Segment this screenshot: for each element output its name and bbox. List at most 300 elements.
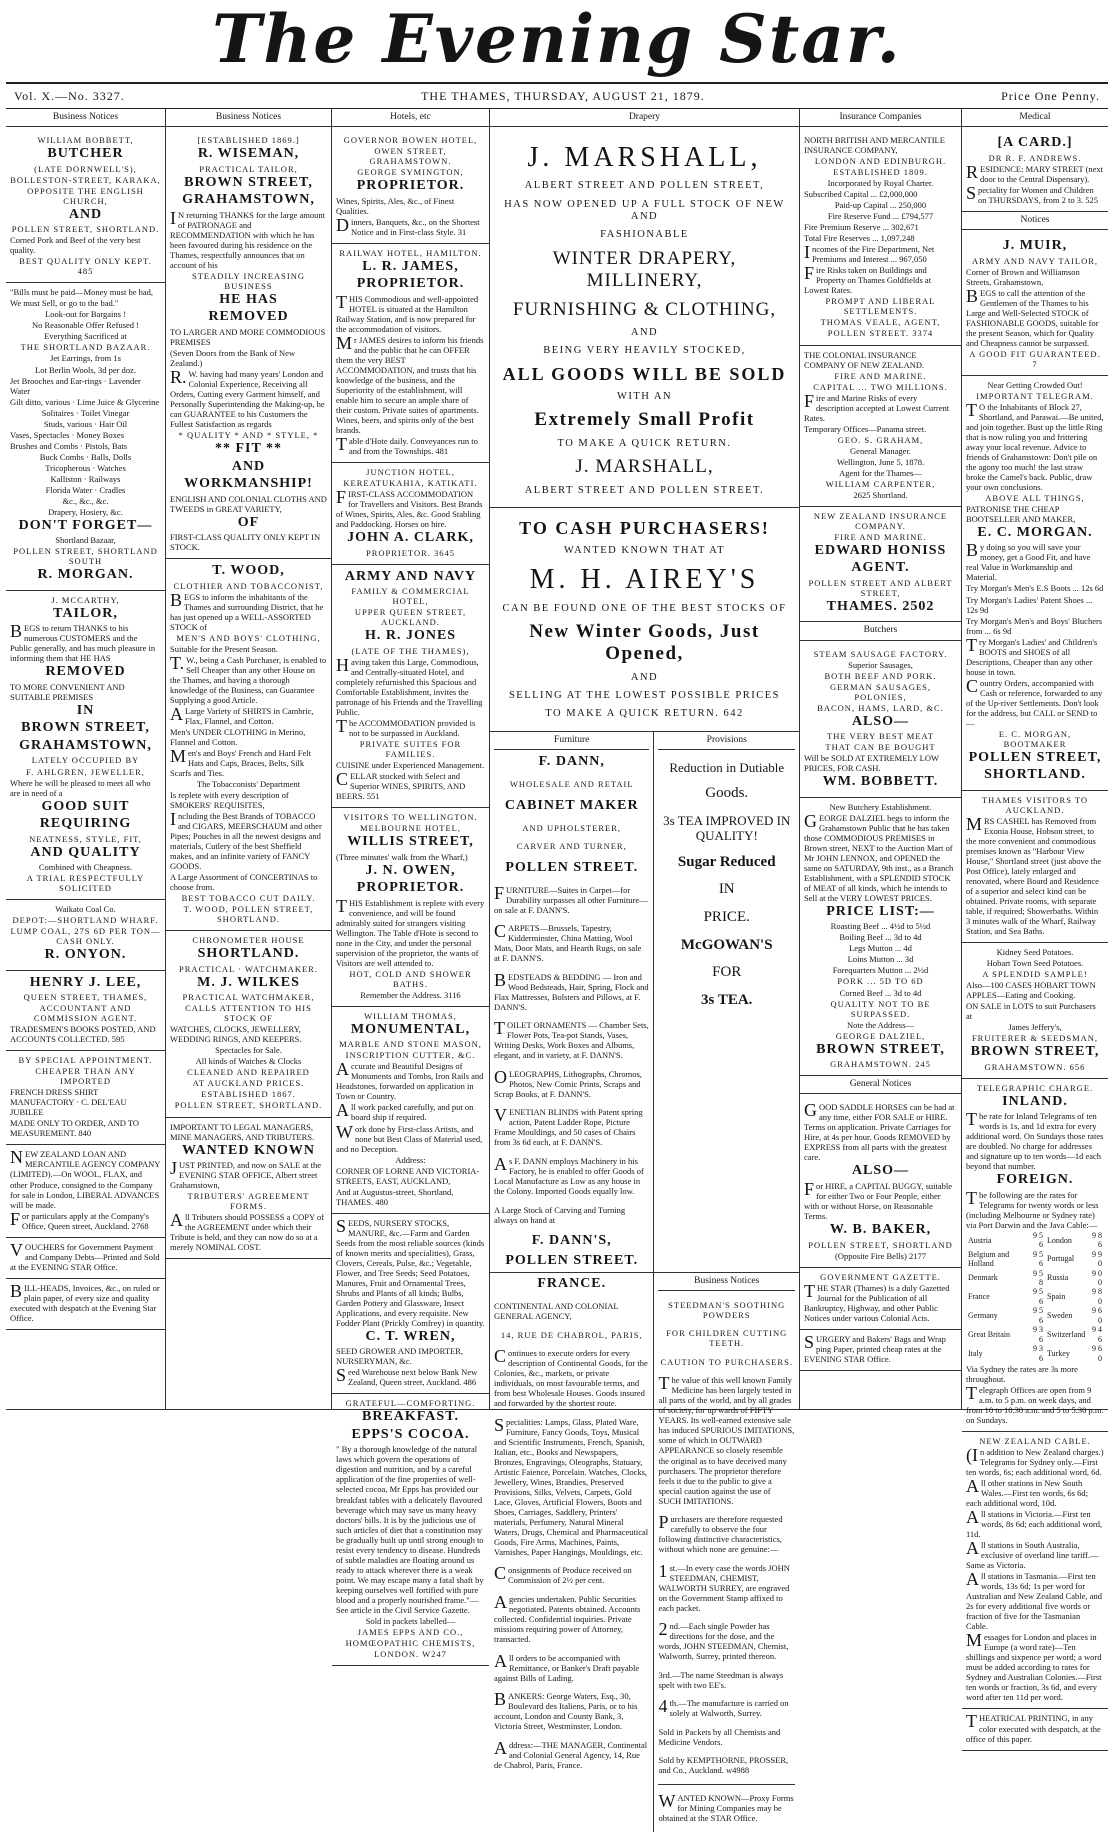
advert-line: GOVERNOR BOWEN HOTEL,	[343, 135, 478, 146]
advert-line: HENRY J. LEE,	[29, 974, 142, 990]
advert-line: TO LARGER AND MORE COMMODIOUS PREMISES	[170, 326, 326, 347]
advert-line: FIRST-CLASS ACCOMMODATION for Travellers and Visitors. Best Brands of Wines, Spirits, Ales, &c. Good Stabling and Paddocking. Horses on hire.	[336, 487, 483, 530]
advert-line: "Bills must be paid—Money must be had,	[10, 287, 154, 298]
advert-line: Also—100 CASES HOBART TOWN APPLES—Eating and Cooking.	[966, 980, 1096, 1001]
table-cell: Italy	[968, 1348, 983, 1358]
advertisement	[6, 900, 165, 971]
advert-line: For HIRE, a CAPITAL BUGGY, suitable for either Two or Four People, either with or without Horse, on Reasonable Terms.	[804, 1178, 953, 1221]
advert-line: OPPOSITE THE ENGLISH CHURCH,	[27, 185, 144, 206]
advert-line: GRAHAMSTOWN. 245	[830, 1059, 931, 1070]
advert-line: BROWN STREET,	[21, 720, 150, 736]
advert-line: " By a thorough knowledge of the natural laws which govern the operations of digestion and nutrition, and by a careful application of the fine properties of well-selected cocoa, Mr Epps has provided our breakfast tables with a delicately flavoured beverage which may save us many heavy doctors' bills. It is by the judicious use of such articles of diet that a constitution may be gradually built up until strong enough to resist every tendency to disease. Hundreds of subtle maladies are floating around us ready to attack wherever there is a weak point. We may escape many a fatal shaft by keeping ourselves well fortified with pure blood and a properly nourished frame."—See article in the Civil Service Gazette.	[336, 1444, 484, 1615]
advert-line: Where he will be pleased to meet all who are in need of a	[10, 777, 151, 798]
advert-line: THE SHORTLAND BAZAAR.	[20, 342, 151, 353]
advert-line: NEATNESS, STYLE, FIT,	[29, 833, 142, 844]
advert-line: TAILOR,	[53, 605, 118, 621]
advert-line: DON'T FORGET—	[18, 517, 153, 533]
advert-line: MRS CASHEL has Removed from Exonia House, Hobson street, to the more convenient and commodious premises known as "Harbour View House," Shortland street (just above the Post Office), lately enlarged and renovated, where Board and Residence of a superior and select kind can be obtained. Private rooms, with separate table, if required; Showerbaths. Within 3 minutes walk of the Wharf, Railway Station, and Sea Baths.	[966, 813, 1102, 936]
table-cell: 9 5 6	[1033, 1306, 1044, 1325]
advert-line: REMOVED	[208, 309, 289, 325]
table-cell: 9 4 6	[1092, 1325, 1102, 1344]
advert-line: CONTINENTAL AND COLONIAL GENERAL AGENCY,	[494, 1301, 619, 1322]
advert-line: Spectacles for Sale.	[215, 1045, 282, 1056]
advert-line: INSCRIPTION CUTTER, &C.	[345, 1050, 476, 1061]
advertisement	[166, 1118, 331, 1260]
advert-line: POLLEN STREET.	[505, 859, 639, 875]
advert-line: 3s TEA IMPROVED IN QUALITY!	[663, 813, 791, 844]
advert-line: VISITORS TO WELLINGTON.	[343, 812, 478, 823]
advert-line: LONDON. W247	[374, 1648, 447, 1659]
advert-line: NEW ZEALAND CABLE.	[979, 1436, 1091, 1447]
advert-line: All orders to be accompanied with Remittance, or Banker's Draft payable against Bills of Lading.	[494, 1650, 640, 1683]
advert-line: PROPRIETOR.	[356, 276, 465, 292]
advert-line: ** FIT **	[214, 441, 283, 457]
advert-line: Reduction in Dutiable	[669, 760, 785, 776]
advert-line: Dinners, Banquets, &c., on the Shortest Notice and in First-class Style. 31	[336, 214, 480, 237]
advert-line: THIS Commodious and well-appointed HOTEL is situated at the Hamilton Railway Station, and is now prepared for the accommodation of visitors.	[336, 291, 479, 334]
advert-line: AND	[231, 458, 266, 474]
advert-line: PRICE.	[703, 909, 750, 926]
advert-line: Note the Address—	[846, 1019, 915, 1030]
table-cell: London	[1047, 1235, 1072, 1245]
advert-line: MADE ONLY TO ORDER, AND TO MEASUREMENT. 840	[10, 1118, 140, 1139]
issue-date: THE THAMES, THURSDAY, AUGUST 21, 1879.	[421, 88, 705, 103]
advert-line: GOOD SUIT	[41, 798, 130, 814]
advert-line: POLLEN STREET, SHORTLAND.	[174, 1100, 323, 1111]
advert-line: Boiling Beef ... 3d to 4d	[839, 932, 922, 943]
advert-line: THAMES. 2502	[826, 598, 935, 614]
table-cell: 9 8 0	[1092, 1287, 1102, 1306]
advert-line: CHRONOMETER HOUSE	[192, 935, 305, 946]
advert-line: BROWN STREET,	[970, 1044, 1100, 1060]
advert-line: New Butchery Establishment.	[829, 801, 932, 812]
advertisement	[800, 346, 961, 507]
advert-line: SELLING AT THE LOWEST POSSIBLE PRICES	[508, 690, 781, 702]
advert-line: HOMŒOPATHIC CHEMISTS,	[345, 1637, 476, 1648]
table-cell: 9 9 0	[1092, 1249, 1102, 1269]
advert-line: IMPORTANT TO LEGAL MANAGERS, MINE MANAGERS, AND TRIBUTERS.	[170, 1121, 315, 1142]
advert-line: All work packed carefully, and put on board ship if required.	[336, 1100, 474, 1123]
advert-line: Men's and Boys' French and Hard Felt Hats and Caps, Braces, Belts, Silk Scarfs and Ties.	[170, 746, 311, 779]
advert-line: MELBOURNE HOTEL,	[360, 823, 461, 834]
advert-line: GEORGE DALZIEL begs to inform the Grahamstown Public that he has taken those COMMODIOUS PREMISES in Brown street, NEXT to the Auction Mart of Mr JOHN LENNOX, and OPENED the same on SATURDAY, 9th inst., as a Branch Establishment, with a SPLENDID STOCK of MEAT of all kinds, which he intends to Sell at the VERY LOWEST PRICES.	[804, 810, 954, 903]
advert-line: All stations in South Australia, exclusive of overland line tariff.—Same as Victoria.	[966, 1538, 1099, 1571]
advert-line: All other stations in New South Wales.—First ten words, 6s 6d; each additional word, 10d.	[966, 1476, 1088, 1509]
advert-line: Is replete with every description of SMOKERS' REQUISITES,	[170, 790, 289, 811]
advertisement	[6, 131, 165, 283]
advert-line: Near Getting Crowded Out!	[987, 379, 1083, 390]
advert-line: New Winter Goods, Just Opened,	[529, 620, 760, 665]
advert-line: CLOTHIER AND TOBACCONIST,	[173, 580, 324, 591]
telegraph-rates-table	[966, 1231, 1104, 1363]
advert-line: Agencies undertaken. Public Securities negotiated. Patents obtained. Accounts collected. Confidential inquiries. Private missions requiring power of Attorney, transacted.	[494, 1592, 641, 1645]
advert-line: C. T. WREN,	[365, 1328, 456, 1344]
advert-line: GRATEFUL—COMFORTING.	[345, 1398, 476, 1409]
advert-line: BEDSTEADS & BEDDING — Iron and Wood Bedsteads, Hair, Spring, Flock and Flax Mattresses, Bolsters and Pillows, at F. DANN'S.	[494, 969, 649, 1012]
advert-line: CELLAR stocked with Select and Superior WINES, SPIRITS, AND BEERS. 551	[336, 769, 466, 802]
advert-line: THE VERY BEST MEAT	[827, 731, 934, 742]
advert-line: IMPORTANT TELEGRAM.	[976, 390, 1094, 401]
table-cell: 9 8 6	[1092, 1230, 1102, 1250]
advert-line: ALarge Variety of SHIRTS in Cambric, Flax, Flannel, and Cotton.	[170, 703, 314, 726]
advert-line: Florida Water · Cradles	[45, 484, 126, 495]
advert-line: A Large Stock of Carving and Turning always on hand at	[494, 1204, 626, 1225]
advert-line: THAMES VISITORS TO AUCKLAND.	[981, 794, 1089, 815]
table-cell: Germany	[968, 1311, 998, 1321]
advert-line: Buck Combs · Balls, Dolls	[39, 451, 132, 462]
advert-line: Total Fire Reserves ... 1,097,248	[804, 233, 915, 244]
advertisement	[6, 1145, 165, 1237]
advert-line: Mr JAMES desires to inform his friends and the public that he can OFFER them the very BEST ACCOMMODATION, and trusts that his knowledge of the business, and the Superiority of the establishment, will enable him to secure an ample share of their custom. Private suites of apartments. Wines, beers, and spirits only of the best brands.	[336, 332, 484, 436]
advert-line: REQUIRING	[39, 816, 132, 832]
advert-line: LATELY OCCUPIED BY	[31, 755, 140, 766]
section-header: Business Notices	[658, 1273, 795, 1291]
table-cell: 9 5 6	[1033, 1249, 1044, 1269]
advert-line: THOMAS VEALE, AGENT,	[820, 317, 941, 328]
advert-line: Including the Best Brands of TOBACCO and CIGARS, MEERSCHAUM and other Pipes; Pouches in all the newest designs and materials, Cutlery of the best Sheffield makes, and an infinite variety of FANCY GOODS.	[170, 809, 322, 872]
advert-line: Incomes of the Fire Department, Net Premiums and Interest ... 967,050	[804, 242, 935, 265]
advert-line: W. B. BAKER,	[829, 1221, 932, 1237]
advert-line: IN	[718, 881, 735, 898]
advert-line: Brushes and Combs · Pistols, Bats	[10, 440, 128, 451]
dateline	[6, 82, 1108, 109]
advert-line: PROPRIETOR. 3645	[365, 547, 456, 558]
advert-line: BOTH BEEF AND PORK.	[824, 670, 937, 681]
section-header: Notices	[962, 212, 1108, 230]
advert-line: POLLEN STREET.	[505, 1252, 639, 1268]
advert-line: * QUALITY * AND * STYLE, *	[178, 430, 319, 441]
advert-line: BROWN STREET,	[816, 1041, 945, 1057]
advert-line: BILL-HEADS, Invoices, &c., on ruled or plain paper, of every size and quality executed with despatch at the Evening Star Office.	[10, 1280, 160, 1323]
advert-line: For particulars apply at the Company's Office, Queen street, Auckland. 2768	[10, 1208, 149, 1231]
advert-line: TRADESMEN'S BOOKS POSTED, AND ACCOUNTS COLLECTED. 595	[10, 1024, 156, 1045]
advert-line: TRIBUTERS' AGREEMENT FORMS.	[187, 1191, 310, 1212]
table-cell: Portugal	[1047, 1254, 1075, 1264]
advert-line: WANTED KNOWN	[182, 1142, 315, 1158]
advert-line: TELEGRAPHIC CHARGE.	[976, 1082, 1094, 1093]
advertisement	[800, 1268, 961, 1330]
advert-line: The ACCOMMODATION provided is not to be surpassed in Auckland.	[336, 715, 476, 738]
advert-line: E. C. MORGAN.	[977, 524, 1093, 540]
table-cell: 9 0 0	[1092, 1268, 1102, 1288]
advert-line: We must Sell, or go to the bad."	[10, 298, 119, 309]
table-row	[966, 1269, 1104, 1288]
advert-line: 2nd.—Each single Powder has directions for the dose, and the words, JOHN STEEDMAN, Chemist, Walworth, Surrey, printed thereon.	[658, 1619, 789, 1662]
advert-line: Speciality for Women and Children on THURSDAYS, from 2 to 3. 525	[966, 182, 1098, 205]
advert-line: BY SPECIAL APPOINTMENT.	[18, 1055, 153, 1066]
advertisement	[332, 565, 489, 808]
advert-line: IN returning THANKS for the large amount of PATRONAGE and RECOMMENDATION with which he has been favoured during his residence on the Thames, respectfully announces that on account of his	[170, 207, 325, 270]
advert-line: FRUITERER & SEEDSMAN,	[971, 1033, 1099, 1044]
advert-line: WM. BOBBETT.	[822, 774, 939, 790]
advert-line: Continues to execute orders for every description of Continental Goods, for the Colonies, &c., markets, or private individuals, on most favourable terms, and from best Wholesale Houses. Goods insured and forwarded by the shortest route.	[494, 1346, 648, 1409]
advert-line: POLLEN STREET, SHORTLAND SOUTH	[13, 546, 158, 567]
table-cell: 9 5 6	[1033, 1287, 1044, 1306]
table-row	[966, 1231, 1104, 1250]
advert-line: J. MCCARTHY,	[51, 594, 120, 605]
advert-line: OLEOGRAPHS, Lithographs, Chromos, Photos, New Comic Prints, Scraps and Scrap Books, at F. DANN'S.	[494, 1066, 642, 1099]
advert-line: PRACTICAL WATCHMAKER,	[182, 992, 315, 1003]
advert-line: Men's UNDER CLOTHING in Merino, Flannel and Cotton.	[170, 726, 306, 747]
advert-line: Extremely Small Profit	[534, 409, 755, 431]
advert-line: ENGLISH AND COLONIAL CLOTHS AND TWEEDS in GREAT VARIETY,	[170, 493, 327, 514]
advert-line: POLLEN STREET, SHORTLAND.	[11, 224, 160, 235]
advert-line: Try Morgan's Men's and Boys' Bluchers from ... 6s 9d	[966, 615, 1103, 636]
advert-line: AT AUCKLAND PRICES.	[192, 1078, 305, 1089]
advert-line: Specialities: Lamps, Glass, Plated Ware, Furniture, Fancy Goods, Toys, Musical and Scientific Instruments, French, Spanish, Italian, etc., Books and Newspapers, Bronzes, Engravings, Oleographs, Statuary, Artistic Faience, Porcelain. Watches, Clocks, Jewellery, Wines, Brandies, Preserved Provisions, Silks, Velvets, Carpets, Gold Lace, Gloves, Artificial Flowers, Boots and Shoes, Carriages, Saddlery, Printers' materials, Perfumery, Natural Mineral Waters, Drugs, Chemical and Pharmaceutical Goods, Fire Arms, Machines, Paints, Varnishes, Paper Hangings, Mouldings, etc.	[494, 1414, 649, 1557]
advert-line: Paid-up Capital ... 250,000	[834, 200, 927, 211]
advert-line: Jet Brooches and Ear-rings · Lavender Water	[10, 375, 141, 396]
advert-line: QUEEN STREET, THAMES,	[23, 992, 148, 1003]
advert-line: INLAND.	[1002, 1093, 1068, 1109]
table-cell: Denmark	[968, 1273, 998, 1283]
advert-line: AND UPHOLSTERER,	[522, 822, 622, 833]
advert-line: By doing so you will save your money, get a Good Fit, and have real Value in Workmanship and Material.	[966, 540, 1091, 583]
advert-line: WATCHES, CLOCKS, JEWELLERY, WEDDING RINGS, AND KEEPERS.	[170, 1024, 302, 1045]
column-insurance	[800, 109, 962, 1409]
advertisement	[800, 507, 961, 623]
advertisement	[332, 1214, 489, 1395]
advert-line: PRIVATE SUITES FOR FAMILIES.	[359, 739, 462, 760]
section-header: Provisions	[658, 732, 795, 750]
advert-line: ON SALE in LOTS to suit Purchasers at	[966, 1001, 1096, 1022]
advert-line: SEEDS, NURSERY STOCKS, MANURE, &c.—Farm and Garden Seeds from the most reliable sources (kinds of known merits and specialities), Grass, Clovers, Cereals, Pulse, &c.; Vegetable, Flower, and Tree Seeds; Seed Potatoes, Manures, Fruit and Ornamental Trees, Shrubs and Plants of all kinds; Bulbs, Garden Pottery and Glassware, Insect Applications, and every requisite. New Fodder Plant (Prickly Comfrey) in quantity.	[336, 1215, 485, 1328]
advert-line: Fire Reserve Fund ... £794,577	[827, 211, 934, 222]
advertisement	[800, 645, 961, 798]
advert-line: BOLLESTON-STREET, KARAKA,	[10, 174, 161, 185]
column-drapery	[490, 109, 800, 1824]
advert-line: CAN BE FOUND ONE OF THE BEST STOCKS OF	[502, 602, 787, 614]
advert-line: ALBERT STREET AND POLLEN STREET,	[524, 180, 765, 192]
advert-line: NORTH BRITISH AND MERCANTILE INSURANCE COMPANY,	[804, 135, 945, 156]
section-header: Medical	[962, 109, 1108, 127]
advert-line: BACON, HAMS, LARD, &C.	[817, 702, 944, 713]
france-steedman	[490, 1272, 799, 1832]
advert-line: RAILWAY HOTEL, HAMILTON.	[339, 247, 482, 258]
advert-line: UPPER QUEEN STREET, AUCKLAND.	[354, 607, 467, 628]
advert-line: (LATE DORNWELL'S),	[34, 163, 137, 174]
advert-line: Agent for the Thames—	[839, 467, 922, 478]
advert-line: Superior Sausages,	[848, 659, 913, 670]
advert-line: T. WOOD,	[212, 563, 285, 579]
advert-line: THEATRICAL PRINTING, in any color executed with despatch, at the office of this paper.	[966, 1711, 1101, 1744]
advertisement	[962, 1079, 1108, 1432]
advert-line: R.W. having had many years' London and Colonial Experience, Receiving all Orders, Cutting every Garment himself, and Personally Superintending the Making-up, he can GUARANTEE to his Customers the Fullest Satisfaction as regards	[170, 367, 325, 430]
advert-line: Forequarters Mutton ... 2½d	[832, 965, 929, 976]
advert-line: [ESTABLISHED 1869.]	[197, 135, 300, 146]
advert-line: All Tributers should POSSESS a COPY of the AGREEMENT under which their Tribute is held, and they can now do so at a merely NOMINAL COST.	[170, 1210, 325, 1253]
advert-line: ARMY AND NAVY TAILOR,	[971, 255, 1099, 266]
table-cell: 9 3 6	[1033, 1344, 1044, 1363]
advert-line: Subscribed Capital ... £2,000,000	[804, 189, 918, 200]
advert-line: J. N. OWEN,	[365, 862, 456, 878]
advert-line: BUTCHER	[47, 146, 124, 162]
advertisement	[332, 1394, 489, 1665]
steedman-section	[654, 1273, 799, 1832]
advertisement	[962, 943, 1108, 1079]
advert-line: WANTED KNOWN THAT AT	[563, 545, 726, 557]
advert-line: L. R. JAMES,	[362, 258, 459, 274]
advert-line: Try Morgan's Ladies' and Children's BOOTS and SHOES of all Descriptions, Cheaper than any other house in town.	[966, 634, 1098, 677]
advert-line: ARMY AND NAVY	[344, 568, 477, 584]
advert-line: SEED GROWER AND IMPORTER, NURSERYMAN, &c.	[336, 1346, 463, 1367]
advert-line: DEPOT:—SHORTLAND WHARF.	[12, 915, 159, 926]
advert-line: ESTABLISHED 1809.	[833, 167, 928, 178]
advert-line: Try Morgan's Ladies' Patent Shoes ... 12s 9d	[966, 594, 1093, 615]
table-cell: Switzerland	[1047, 1329, 1086, 1339]
advert-line: JAMES EPPS AND CO.,	[357, 1626, 464, 1637]
advert-line: WILLIAM BOBBETT,	[37, 135, 134, 146]
advert-line: BREAKFAST.	[362, 1409, 459, 1425]
advert-line: WANTED KNOWN—Proxy Forms for Mining Companies may be obtained at the STAR Office.	[658, 1791, 794, 1824]
table-cell: 9 3 6	[1033, 1325, 1044, 1344]
advert-line: ACCOUNTANT AND COMMISSION AGENT.	[33, 1003, 138, 1024]
advert-line: AND	[630, 671, 659, 683]
column-hotels	[332, 109, 490, 1659]
advert-line: POLLEN STREET,	[968, 749, 1102, 765]
section-header: General Notices	[800, 1076, 961, 1094]
advert-line: AGENT.	[851, 560, 910, 576]
advert-line: JUST PRINTED, and now on SALE at the EVENING STAR OFFICE, Albert street Grahamstown,	[170, 1158, 321, 1191]
advert-line: NEW ZEALAND INSURANCE COMPANY.	[813, 510, 948, 531]
advert-line: Corned Pork and Beef of the very best quality.	[10, 235, 141, 256]
advert-line: Corner of Brown and Williamson Streets, Grahamstown,	[966, 266, 1080, 287]
advertisement	[962, 1709, 1108, 1750]
advert-line: A Large Assortment of CONCERTINAS to choose from.	[170, 872, 318, 893]
france-agency	[490, 1273, 654, 1832]
advert-line: CABINET MAKER	[504, 797, 639, 813]
advert-line: GRAHAMSTOWN. 656	[984, 1061, 1086, 1072]
advert-line: BEGS to inform the inhabitants of the Thames and surrounding District, that he has just opened up a WELL-ASSORTED STOCK of	[170, 589, 324, 632]
advert-line: General Manager.	[850, 445, 911, 456]
advertisement	[166, 131, 331, 559]
advert-line: Accurate and Beautiful Designs of Monuments and Tombs, Iron Rails and Headstones, forwarded on application in Town or Country.	[336, 1059, 484, 1102]
advert-line: FIRE AND MARINE.	[834, 531, 927, 542]
advert-line: THAT CAN BE BOUGHT	[825, 742, 936, 753]
advert-line: ABOVE ALL THINGS,	[985, 492, 1085, 503]
advert-line: T.W., being a Cash Purchaser, is enabled to Sell Cheaper than any other House on the Thames, and having a thorough knowledge of the Business, can Guarantee Supplying a good Article.	[170, 652, 327, 705]
advert-line: EDWARD HONISS	[814, 542, 947, 558]
column-business-notices-2	[166, 109, 332, 1409]
advert-line: 14, RUE DE CHABROL, PARIS,	[500, 1329, 643, 1340]
advert-line: (Three minutes' walk from the Wharf,)	[336, 851, 468, 862]
advert-line: Table d'Hote daily. Conveyances run to and from the Townships. 481	[336, 434, 478, 457]
advert-line: SURGERY and Bakers' Bags and Wrap ping Paper, printed cheap rates at the EVENING STAR Office.	[804, 1331, 946, 1364]
advert-line: WORKMANSHIP!	[184, 476, 313, 492]
advert-line: Remember the Address. 3116	[360, 989, 461, 1000]
table-cell: 9 6 0	[1092, 1344, 1102, 1363]
advert-line: ALSO—	[851, 713, 910, 729]
section-header: Business Notices	[166, 109, 331, 127]
advert-line: REMOVED	[45, 664, 126, 680]
advert-line: All kinds of Watches & Clocks	[195, 1056, 302, 1067]
advert-line: RESIDENCE: MARY STREET (next door to the Central Dispensary).	[966, 161, 1104, 184]
section-header: Hotels, etc	[332, 109, 489, 127]
advert-line: BEGS to call the attention of the Gentlemen of the Thames to his Large and Well-Selected STOCK of FASHIONABLE GOODS, suitable for the present Season, which for Quality and Cheapness cannot be surpassed.	[966, 285, 1099, 348]
advert-line: FOR	[712, 964, 742, 981]
advert-line: The Tobacconists' Department	[196, 779, 301, 790]
advertisement	[6, 591, 165, 900]
table-cell: Great Britain	[968, 1329, 1010, 1339]
advert-line: Tricopherous · Watches	[45, 462, 126, 473]
advert-line: WILLIS STREET,	[347, 834, 474, 850]
advert-line: CHEAPER THAN ANY IMPORTED	[35, 1066, 136, 1087]
advert-line: CLEANED AND REPAIRED	[187, 1067, 310, 1078]
advert-line: TOILET ORNAMENTS — Chamber Sets, Flower Pots, Tea-pot Stands, Vases, Writing Desks, Work Boxes and Albums, elegant, and in variety, at F. DANN'S.	[494, 1018, 649, 1061]
advert-line: Incorporated by Royal Charter.	[827, 178, 934, 189]
advert-line: Country Orders, accompanied with Cash or reference, forwarded to any of the Up-river Settlements. Don't look for the address, but CALL or SEND to—	[966, 675, 1103, 728]
advert-line: Roasting Beef ... 4½d to 5½d	[830, 921, 931, 932]
advertisement	[962, 234, 1108, 376]
advert-line: Sugar Reduced	[677, 853, 776, 870]
advert-line: PRACTICAL · WATCHMAKER.	[179, 963, 318, 974]
advert-line: Studs, various · Hair Oil	[43, 418, 128, 429]
advert-line: ALL GOODS WILL BE SOLD	[502, 363, 787, 384]
advert-line: PROMPT AND LIBERAL SETTLEMENTS.	[825, 296, 936, 317]
advert-line: R. WISEMAN,	[197, 146, 300, 162]
advert-line: Address:	[395, 1154, 426, 1165]
advertisement	[332, 131, 489, 244]
table-cell: Russia	[1047, 1273, 1069, 1283]
advert-line: PRICE LIST:—	[826, 903, 935, 919]
advert-line: BEING VERY HEAVILY STOCKED,	[543, 345, 746, 357]
advertisement	[800, 1330, 961, 1371]
advertisement	[332, 808, 489, 1007]
advert-line: CARVER AND TURNER,	[516, 841, 627, 852]
masthead-title: The Evening Star.	[212, 0, 902, 78]
table-row	[966, 1325, 1104, 1344]
advertisement	[332, 1007, 489, 1214]
section-header: Business Notices	[6, 109, 165, 127]
advert-line: GEO. S. GRAHAM,	[837, 434, 924, 445]
advert-line: ALSO—	[851, 1163, 910, 1179]
section-header: Furniture	[494, 732, 649, 750]
advert-line: 3rd.—The name Steedman is always spelt with two EE's.	[658, 1669, 784, 1690]
advert-line: FRENCH DRESS SHIRT MANUFACTORY · C. DEL'EAU JUBILEE	[10, 1087, 127, 1118]
advert-line: Drapery, Hosiery, &c.	[48, 506, 123, 517]
advert-line: 3s TEA.	[701, 992, 753, 1009]
advert-line: CAUTION TO PURCHASERS.	[660, 1356, 793, 1367]
advert-line: Kalliston · Railways	[50, 473, 121, 484]
advert-line: TO CASH PURCHASERS!	[519, 517, 770, 538]
advert-line: (Seven Doors from the Bank of New Zealand.)	[170, 347, 296, 368]
advert-line: GRAHAMSTOWN,	[182, 192, 315, 208]
advert-line: T. WOOD, POLLEN STREET, SHORTLAND.	[183, 904, 314, 925]
advert-line: Combined with Cheapness.	[38, 862, 133, 873]
advert-line: GERMAN SAUSAGES, POLONIES,	[829, 681, 931, 702]
advert-line: Look-out for Bargains !	[45, 309, 126, 320]
advert-line: Seed Warehouse next below Bank New Zealand, Queen street, Auckland. 486	[336, 1365, 478, 1388]
advert-line: PORK ... 5D TO 6D	[837, 976, 924, 987]
advert-line: Everything Sacrificed at	[44, 331, 127, 342]
advert-line: FIRE AND MARINE.	[834, 370, 927, 381]
advert-line: R. MORGAN.	[37, 567, 134, 583]
advert-line: SHORTLAND.	[197, 946, 300, 962]
advert-line: Sold in Packets by all Chemists and Medicine Vendors.	[658, 1726, 781, 1747]
advert-line: FURNITURE—Suites in Carpet—for Durability surpasses all other Furniture—on sale at F. DANN'S.	[494, 882, 648, 915]
advert-line: [A CARD.]	[997, 135, 1073, 151]
advert-line: PROPRIETOR.	[356, 880, 465, 896]
advert-line: Waikato Coal Co.	[55, 904, 116, 915]
advert-line: FAMILY & COMMERCIAL HOTEL,	[351, 586, 470, 607]
advert-line: POLLEN STREET, SHORTLAND	[808, 1239, 953, 1250]
advert-line: GRAHAMSTOWN,	[19, 737, 152, 753]
price: Price One Penny.	[1001, 88, 1100, 103]
advert-line: THE STAR (Thames) is a duly Gazetted Journal for the Publication of all Bankruptcy, Highway, and other Public Notices under various Colonial Acts.	[804, 1280, 950, 1323]
advert-line: MEN'S AND BOYS' CLOTHING,	[176, 632, 321, 643]
advert-line: FURNISHING & CLOTHING,	[512, 298, 777, 320]
advert-line: GEORGE SYMINGTON,	[357, 167, 464, 178]
